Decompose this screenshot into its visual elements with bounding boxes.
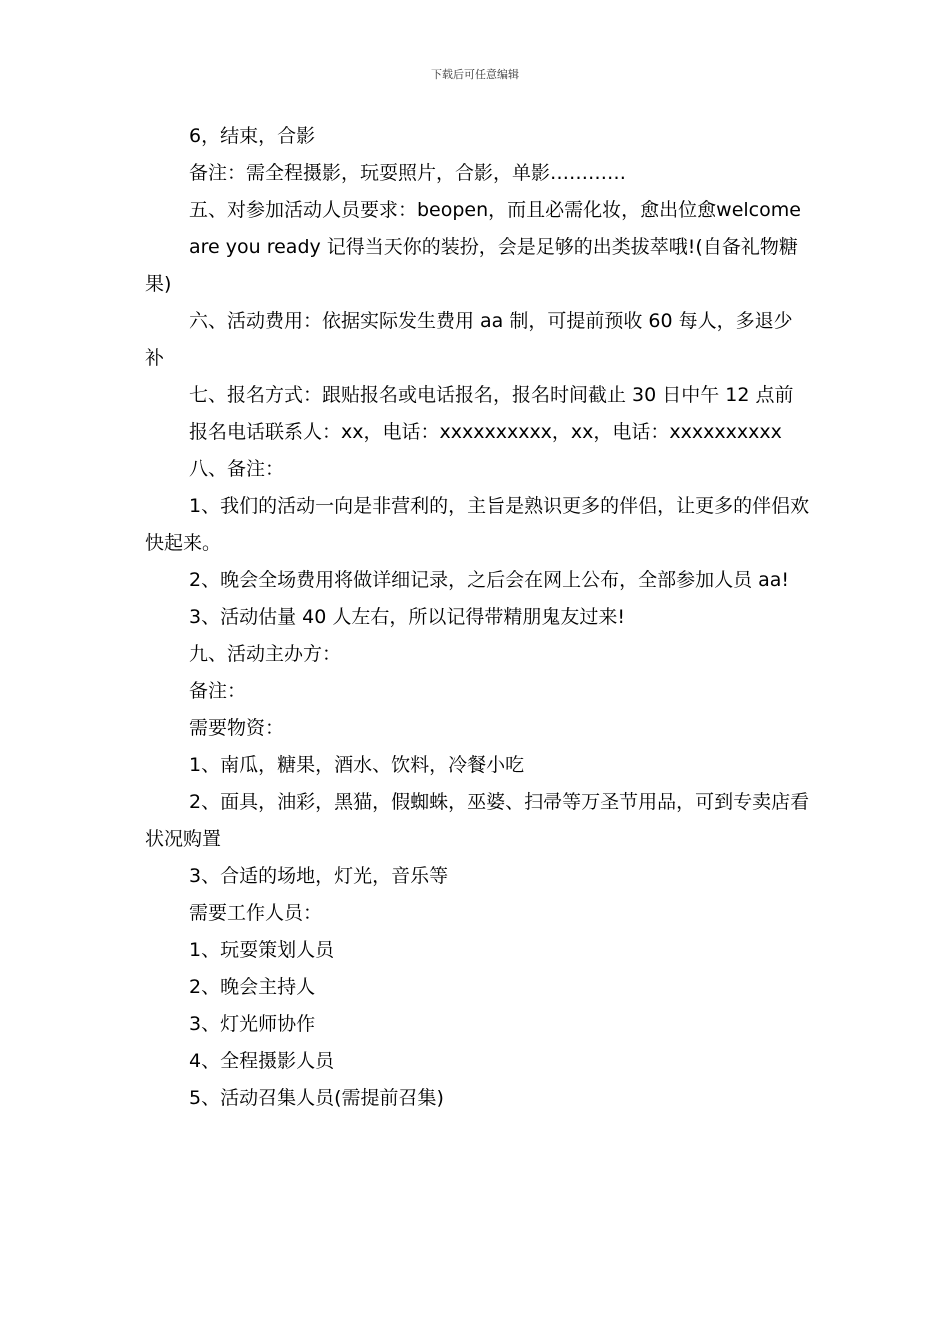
paragraph: 备注：	[189, 680, 247, 702]
paragraph: 八、备注：	[189, 458, 285, 480]
page-header: 下载后可任意编辑	[431, 68, 519, 81]
paragraph: 3、活动估量 40 人左右，所以记得带精朋鬼友过来!	[189, 606, 625, 628]
paragraph: 需要工作人员：	[189, 902, 323, 924]
paragraph: 5、活动召集人员(需提前召集)	[189, 1087, 444, 1109]
paragraph: 备注：需全程摄影，玩耍照片，合影，单影…………	[189, 162, 627, 184]
paragraph: 2、晚会主持人	[189, 976, 316, 998]
paragraph: 4、全程摄影人员	[189, 1050, 335, 1072]
paragraph: 2、晚会全场费用将做详细记录，之后会在网上公布，全部参加人员 aa!	[189, 569, 790, 591]
paragraph: 2、面具，油彩，黑猫，假蜘蛛，巫婆、扫帚等万圣节用品，可到专卖店看状况购置	[145, 791, 810, 850]
paragraph: 七、报名方式：跟贴报名或电话报名，报名时间截止 30 日中午 12 点前	[189, 384, 794, 406]
paragraph: 需要物资：	[189, 717, 285, 739]
paragraph: 6，结束，合影	[189, 125, 316, 147]
paragraph: 1、南瓜，糖果，酒水、饮料，冷餐小吃	[189, 754, 525, 776]
paragraph: 1、玩耍策划人员	[189, 939, 335, 961]
document-body	[145, 118, 810, 1117]
paragraph: are you ready 记得当天你的装扮，会是足够的出类拔萃哦!(自备礼物糖果)	[145, 236, 798, 295]
paragraph: 3、合适的场地，灯光，音乐等	[189, 865, 449, 887]
paragraph: 1、我们的活动一向是非营利的，主旨是熟识更多的伴侣，让更多的伴侣欢快起来。	[145, 495, 810, 554]
paragraph: 六、活动费用：依据实际发生费用 aa 制，可提前预收 60 每人，多退少补	[145, 310, 793, 369]
paragraph: 九、活动主办方：	[189, 643, 342, 665]
paragraph: 3、灯光师协作	[189, 1013, 316, 1035]
paragraph: 报名电话联系人：xx，电话：xxxxxxxxxx，xx，电话：xxxxxxxxxx	[189, 421, 782, 443]
paragraph: 五、对参加活动人员要求：beopen，而且必需化妆，愈出位愈welcome	[189, 199, 801, 221]
